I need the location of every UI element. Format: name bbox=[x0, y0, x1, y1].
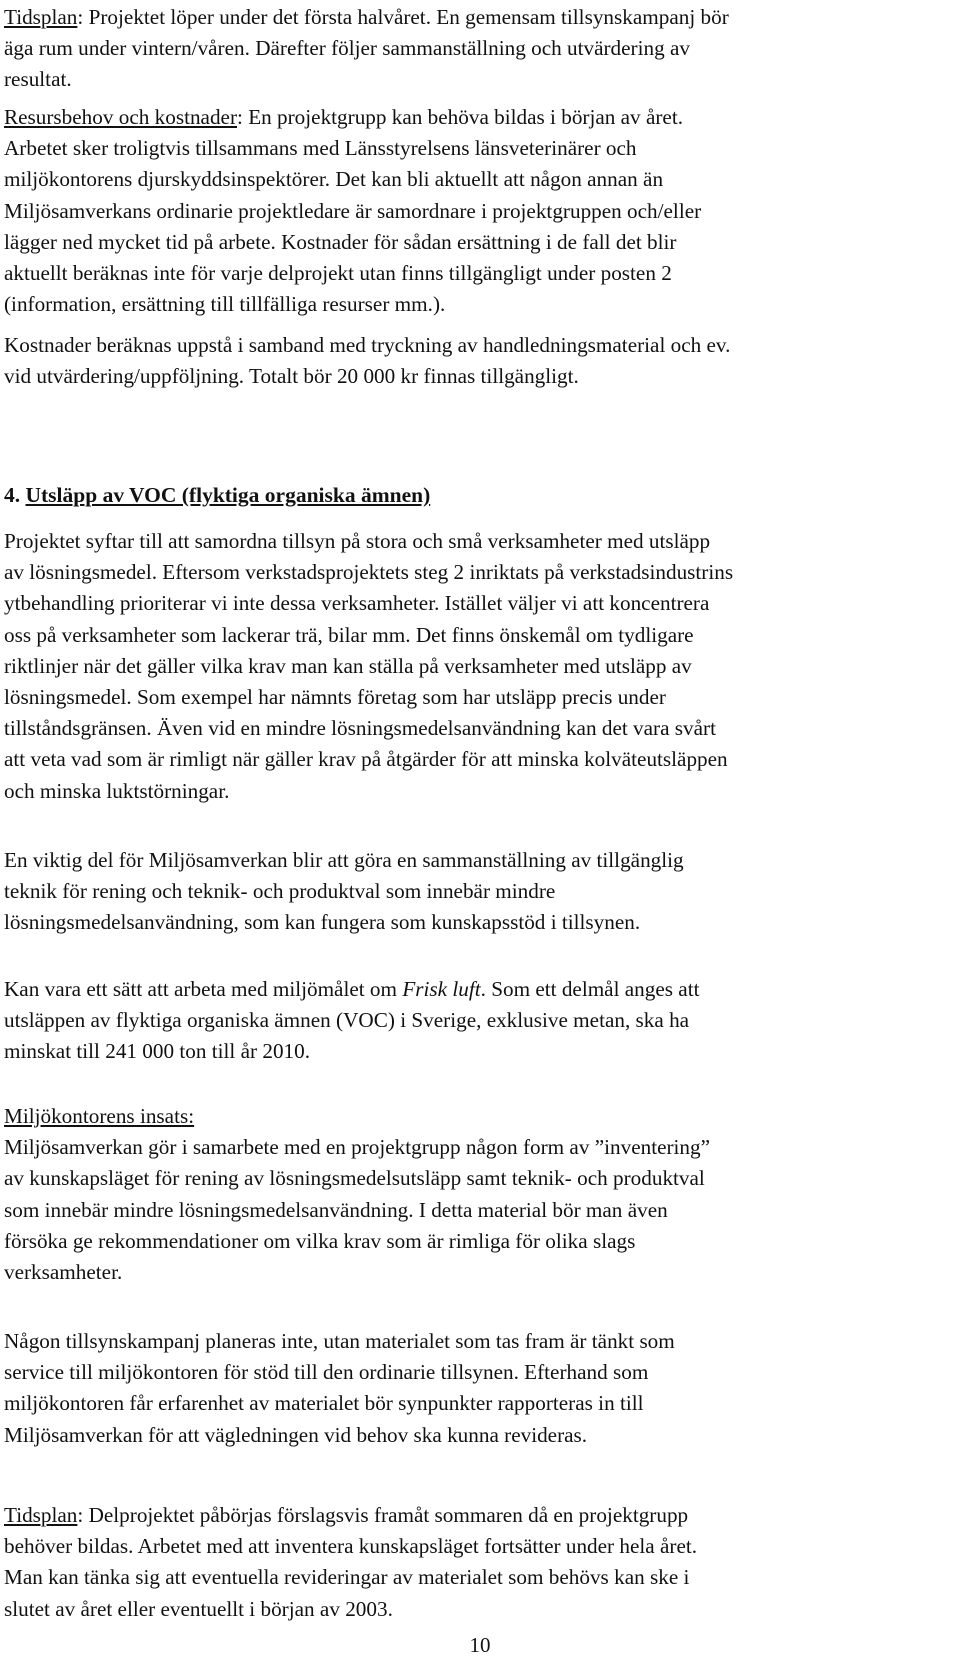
text-line: Miljösamverkans ordinarie projektledare är samordnare i projektgruppen och/eller bbox=[4, 198, 702, 223]
insats-paragraph bbox=[4, 1101, 944, 1288]
section-number: 4. bbox=[4, 483, 21, 507]
text-line: och minska luktstörningar. bbox=[4, 778, 230, 803]
text-line: service till miljökontoren för stöd till den ordinarie tillsynen. Efterhand som bbox=[4, 1360, 649, 1385]
resursbehov-paragraph bbox=[4, 102, 944, 320]
kostnader-paragraph bbox=[4, 330, 944, 392]
text-line: En viktig del för Miljösamverkan blir att göra en sammanställning av tillgänglig bbox=[4, 848, 684, 872]
text-line: Kostnader beräknas uppstå i samband med tryckning av handledningsmaterial och ev. bbox=[4, 333, 731, 357]
kampanj-paragraph bbox=[4, 1326, 944, 1451]
text-line: miljökontoren får erfarenhet av materialet bör synpunkter rapporteras in till bbox=[4, 1391, 644, 1416]
text-line: resultat. bbox=[4, 67, 72, 92]
text-line: vid utvärdering/uppföljning. Totalt bör 20 000 kr finnas tillgängligt. bbox=[4, 364, 579, 389]
insats-label: Miljökontorens insats: bbox=[4, 1104, 195, 1128]
resursbehov-label: Resursbehov och kostnader bbox=[4, 105, 238, 129]
text-line: aktuellt beräknas inte för varje delprojekt utan finns tillgängligt under posten 2 bbox=[4, 261, 672, 286]
text-line: teknik för rening och teknik- och produktval som innebär mindre bbox=[4, 879, 556, 904]
text-line: Kan vara ett sätt att arbeta med miljömålet om Frisk luft. Som ett delmål anges att bbox=[4, 977, 700, 1001]
text-line: lägger ned mycket tid på arbete. Kostnader för sådan ersättning i de fall det blir bbox=[4, 229, 677, 254]
text-line: av kunskapsläget för rening av lösningsmedelsutsläpp samt teknik- och produktval bbox=[4, 1166, 705, 1191]
text-line: försöka ge rekommendationer om vilka krav som är rimliga för olika slags bbox=[4, 1228, 636, 1253]
section-heading bbox=[4, 480, 430, 510]
tidsplan-label: Tidsplan bbox=[4, 5, 78, 29]
text-line: Miljösamverkan för att vägledningen vid behov ska kunna revideras. bbox=[4, 1422, 588, 1447]
section-title: Utsläpp av VOC (flyktiga organiska ämnen) bbox=[25, 483, 431, 507]
text-line: Resursbehov och kostnader: En projektgrupp kan behöva bildas i början av året. bbox=[4, 105, 683, 129]
text-line: utsläppen av flyktiga organiska ämnen (VOC) i Sverige, exklusive metan, ska ha bbox=[4, 1008, 690, 1033]
text-line: Man kan tänka sig att eventuella revideringar av materialet som behövs kan ske i bbox=[4, 1565, 690, 1590]
text-line: Projektet syftar till att samordna tillsyn på stora och små verksamheter med utsläpp bbox=[4, 529, 711, 553]
text-line: Någon tillsynskampanj planeras inte, utan materialet som tas fram är tänkt som bbox=[4, 1329, 675, 1353]
text-line: Arbetet sker troligtvis tillsammans med Länsstyrelsens länsveterinärer och bbox=[4, 136, 637, 161]
viktig-del-paragraph bbox=[4, 845, 944, 939]
miljomal-paragraph bbox=[4, 974, 944, 1068]
text-line: lösningsmedel. Som exempel har nämnts företag som har utsläpp precis under bbox=[4, 685, 666, 710]
tidsplan-label: Tidsplan bbox=[4, 1503, 78, 1527]
text-line: miljökontorens djurskyddsinspektörer. Det kan bli aktuellt att någon annan än bbox=[4, 167, 664, 192]
text-line: behöver bildas. Arbetet med att inventera kunskapsläget fortsätter under hela året. bbox=[4, 1534, 698, 1559]
page-number: 10 bbox=[469, 1633, 491, 1657]
text-line: (information, ersättning till tillfälliga resurser mm.). bbox=[4, 292, 446, 317]
text-line: som innebär mindre lösningsmedelsanvändning. I detta material bör man även bbox=[4, 1197, 668, 1222]
text-line: oss på verksamheter som lackerar trä, bilar mm. Det finns önskemål om tydligare bbox=[4, 622, 694, 647]
text-line: riktlinjer när det gäller vilka krav man kan ställa på verksamheter med utsläpp av bbox=[4, 653, 692, 678]
text-line: lösningsmedelsanvändning, som kan fungera som kunskapsstöd i tillsynen. bbox=[4, 910, 641, 935]
text-line: minskat till 241 000 ton till år 2010. bbox=[4, 1039, 311, 1064]
text-line: äga rum under vintern/våren. Därefter följer sammanställning och utvärdering av bbox=[4, 36, 690, 61]
text-line: slutet av året eller eventuellt i början av 2003. bbox=[4, 1596, 393, 1621]
text-line: ytbehandling prioriterar vi inte dessa verksamheter. Istället väljer vi att koncentrera bbox=[4, 591, 710, 616]
text-line: Tidsplan: Delprojektet påbörjas förslagsvis framåt sommaren då en projektgrupp bbox=[4, 1503, 689, 1527]
frisk-luft-term: Frisk luft bbox=[402, 977, 481, 1001]
text-line: att veta vad som är rimligt när gäller krav på åtgärder för att minska kolväteutsläppen bbox=[4, 747, 728, 772]
text-line: verksamheter. bbox=[4, 1260, 123, 1285]
tidsplan-paragraph bbox=[4, 2, 944, 96]
syfte-paragraph bbox=[4, 526, 944, 807]
text-line: Miljösamverkan gör i samarbete med en projektgrupp någon form av ”inventering” bbox=[4, 1135, 711, 1160]
text-line: av lösningsmedel. Eftersom verkstadsprojektets steg 2 inriktats på verkstadsindustrins bbox=[4, 560, 734, 585]
tidsplan-paragraph-2 bbox=[4, 1500, 944, 1625]
text-line: Tidsplan: Projektet löper under det första halvåret. En gemensam tillsynskampanj bör bbox=[4, 5, 729, 29]
text-line: tillståndsgränsen. Även vid en mindre lösningsmedelsanvändning kan det vara svårt bbox=[4, 716, 716, 741]
